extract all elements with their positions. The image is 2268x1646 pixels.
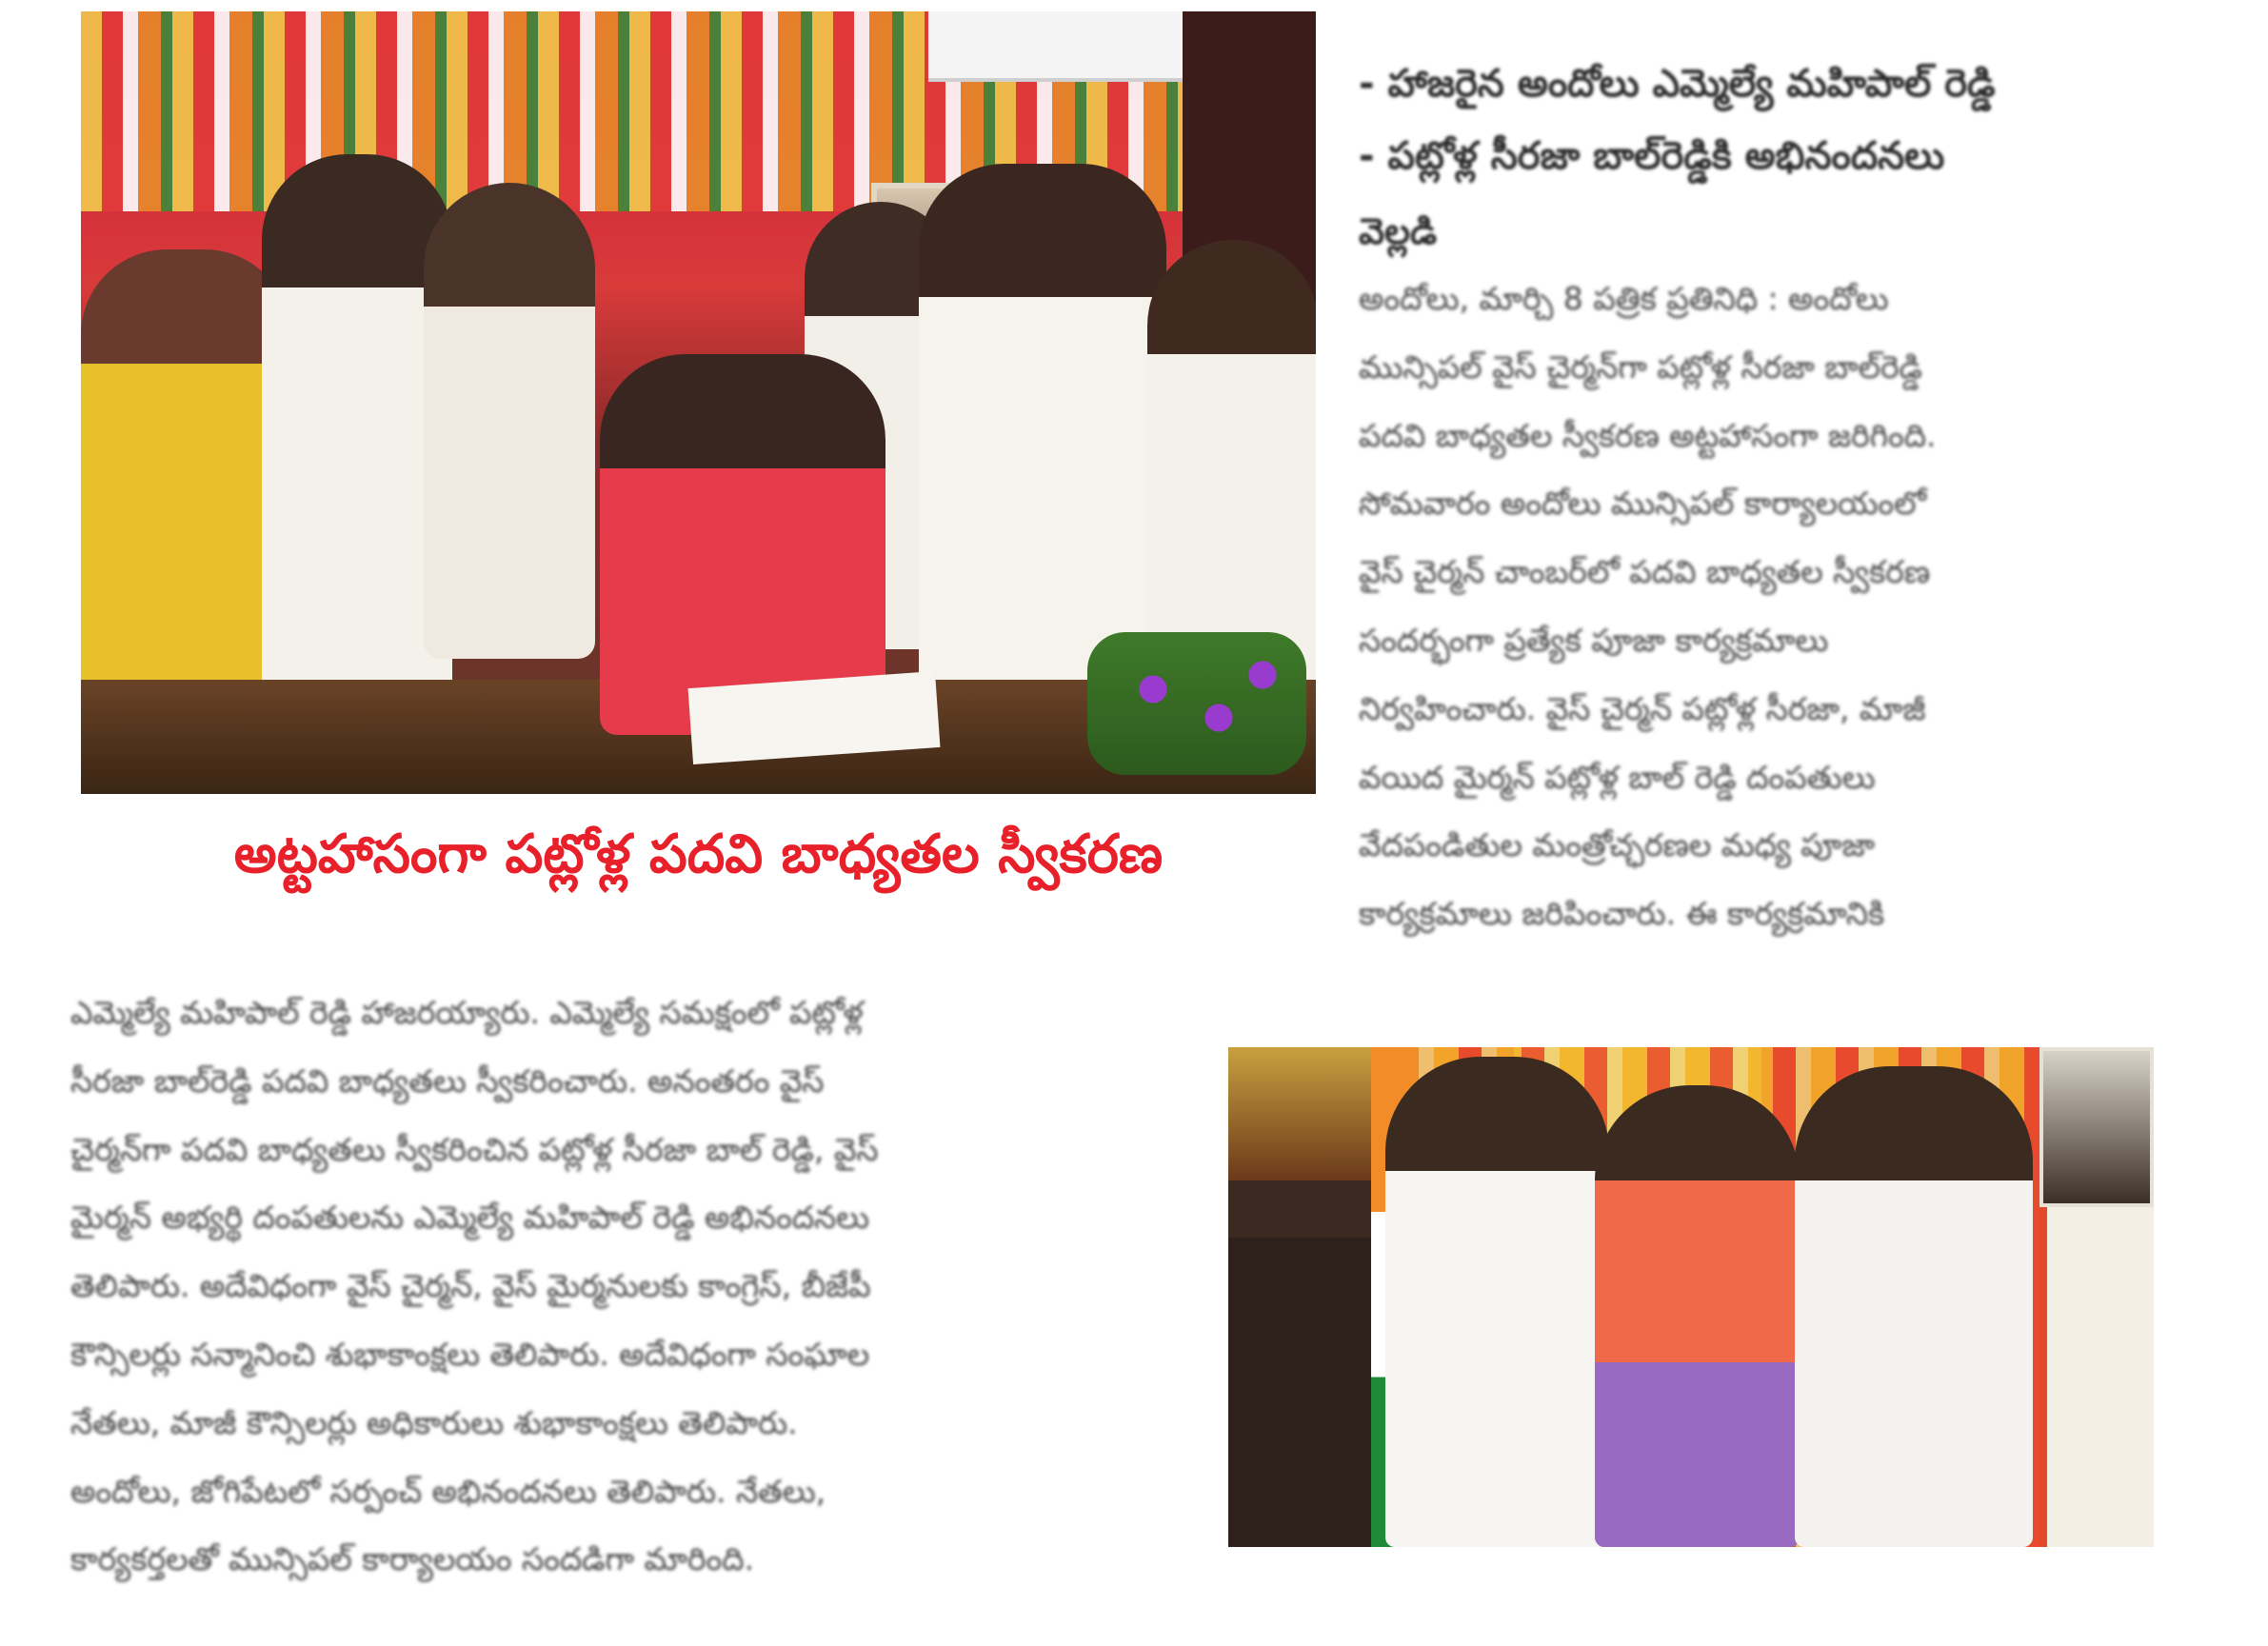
person: [1795, 1066, 2033, 1547]
bottom-left-column: [70, 979, 1194, 1594]
cabinet: [1228, 1238, 1371, 1547]
person: [424, 183, 595, 659]
highlight-line: - హాజరైన అందోలు ఎమ్మెల్యే మహిపాల్ రెడ్డి: [1359, 62, 1996, 106]
article-body-right: అందోలు, మార్చి 8 పత్రిక ప్రతినిధి : అందోలు మున్సిపల్ వైస్ చైర్మన్‌గా పట్లోళ్ల సీరజా బాల్‌రెడ్డి పదవి బాధ్యతల స్వీకరణ అట్టహాసంగా జరిగింది. సోమవారం అందోలు మున్సిపల్ కార్యాలయంలో వైస్ చైర్మన్ చాంబర్‌లో పదవి బాధ్యతల స్వీకరణ సందర్భంగా ప్రత్యేక పూజా కార్యక్రమాలు నిర్వహించారు. వైస్ చైర్మన్ పట్లోళ్ల సీరజా, మాజీ వయిద మైర్మన్ పట్లోళ్ల బాల్ రెడ్డి దంపతులు వేదపండితుల మంత్రోచ్ఛరణల మధ్య పూజా కార్యక్రమాలు జరిపించారు. ఈ కార్యక్రమానికి: [1359, 280, 1937, 933]
article-headline: అట్టహాసంగా పట్లోళ్ల పదవి బాధ్యతల స్వీకరణ: [233, 823, 1164, 885]
dateline: వెల్లడి: [1359, 210, 1438, 252]
felicitation-photo: [1228, 1047, 2154, 1547]
wall-portrait: [2039, 1047, 2154, 1207]
oath-ceremony-photo: [81, 11, 1316, 794]
right-column: [1359, 48, 2197, 948]
person: [1385, 1057, 1609, 1547]
deity-frame: [1228, 1047, 1371, 1180]
vice-chairperson: [1595, 1085, 1800, 1547]
flower-vase: [1087, 632, 1306, 775]
article-body-left: ఎమ్మెల్యే మహిపాల్ రెడ్డి హాజరయ్యారు. ఎమ్మెల్యే సమక్షంలో పట్లోళ్ల సీరజా బాల్‌రెడ్డి పదవి బాధ్యతలు స్వీకరించారు. అనంతరం వైస్ చైర్మన్‌గా పదవి బాధ్యతలు స్వీకరించిన పట్లోళ్ల సీరజా బాల్ రెడ్డి, వైస్ మైర్మన్ అభ్యర్థి దంపతులను ఎమ్మెల్యే మహిపాల్ రెడ్డి అభినందనలు తెలిపారు. అదేవిధంగా వైస్ చైర్మన్, వైస్ మైర్మనులకు కాంగ్రెస్, బీజేపీ కౌన్సిలర్లు సన్మానించి శుభాకాంక్షలు తెలిపారు. అదేవిధంగా సంఘాల నేతలు, మాజీ కౌన్సిలర్లు అధికారులు శుభాకాంక్షలు తెలిపారు. అందోలు, జోగిపేటలో సర్పంచ్ అభినందనలు తెలిపారు. నేతలు, కార్యకర్తలతో మున్సిపల్ కార్యాలయం సందడిగా మారింది.: [70, 994, 879, 1578]
highlight-line: - పట్లోళ్ల సీరజా బాల్‌రెడ్డికి అభినందనలు: [1359, 134, 1945, 178]
